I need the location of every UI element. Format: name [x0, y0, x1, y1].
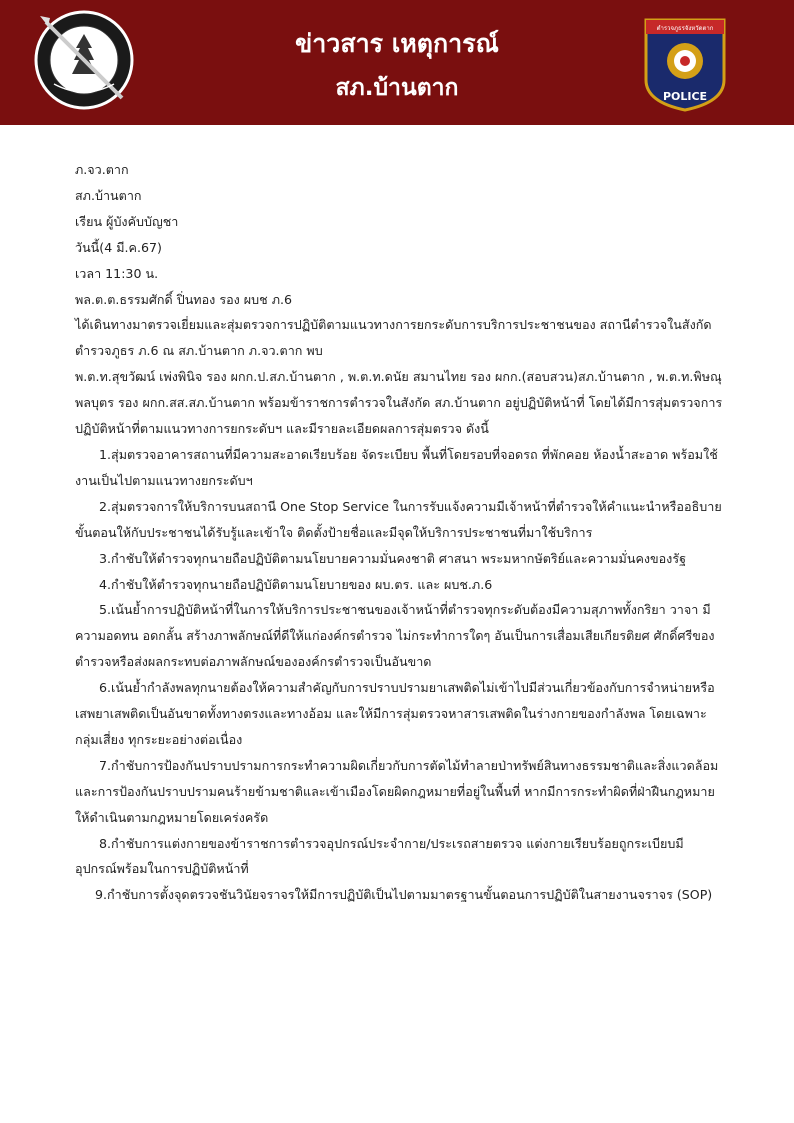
letter-line: เรียน ผู้บังคับบัญชา	[75, 213, 179, 229]
header-title: ข่าวสาร เหตุการณ์	[295, 29, 499, 58]
letter-line: เวลา 11:30 น.	[75, 265, 159, 281]
letter-paragraph: ได้เดินทางมาตรวจเยี่ยมและสุ่มตรวจการปฏิบัติตามแนวทางการยกระดับการบริการประชาชนของ สถานีตำรวจในสังกัด ตำรวจภูธร ภ.6 ณ สภ.บ้านตาก ภ.จว.ตาก พบ	[75, 317, 712, 359]
header-banner	[0, 0, 794, 125]
letter-item: 2.สุ่มตรวจการให้บริการบนสถานี One Stop Service ในการรับแจ้งความมีเจ้าหน้าที่ตำรวจให้คำแนะนำหรืออธิบายขั้นตอนให้กับประชาชนได้รับรู้และเข้าใจ ติดตั้งป้ายชื่อและมีจุดให้บริการประชาชนที่มาใช้บริการ	[75, 498, 722, 540]
letter-body	[75, 157, 725, 908]
badge-police-label: POLICE	[662, 90, 708, 103]
letter-paragraph: พ.ต.ท.สุขวัฒน์ เพ่งพินิจ รอง ผกก.ป.สภ.บ้านตาก , พ.ต.ท.ดนัย สมานไทย รอง ผกก.(สอบสวน)สภ.บ้านตาก , พ.ต.ท.พิษณุ พลบุตร รอง ผกก.สส.สภ.บ้านตาก พร้อมข้าราชการตำรวจในสังกัด สภ.บ้านตาก อยู่ปฏิบัติหน้าที่ โดยได้มีการสุ่มตรวจการปฏิบัติหน้าที่ตามแนวทางการยกระดับฯ และมีรายละเอียดผลการสุ่มตรวจ ดังนี้	[75, 369, 723, 437]
letter-item: 6.เน้นย้ำกำลังพลทุกนายต้องให้ความสำคัญกับการปราบปรามยาเสพติดไม่เข้าไปมีส่วนเกี่ยวข้องกับการจำหน่ายหรือเสพยาเสพติดเป็นอันขาดทั้งทางตรงและทางอ้อม และให้มีการสุ่มตรวจหาสารเสพติดในร่างกายของกำลังพล โดยเฉพาะกลุ่มเสี่ยง ทุกระยะอย่างต่อเนื่อง	[75, 680, 715, 747]
letter-line: สภ.บ้านตาก	[75, 187, 142, 203]
police-badge-icon	[640, 14, 730, 114]
letter-item: 5.เน้นย้ำการปฏิบัติหน้าที่ในการให้บริการประชาชนของเจ้าหน้าที่ตำรวจทุกระดับต้องมีความสุภาพทั้งกริยา วาจา มีความอดทน อดกลั้น สร้างภาพลักษณ์ที่ดีให้แก่องค์กรตำรวจ ไม่กระทำการใดๆ อันเป็นการเสื่อมเสียเกียรติยศ ศักดิ์ศรีของตำรวจหรือส่งผลกระทบต่อภาพลักษณ์ขององค์กรตำรวจเป็นอันขาด	[75, 602, 715, 670]
letter-line: วันนี้(4 มี.ค.67)	[75, 239, 162, 255]
letter-item: 4.กำชับให้ตำรวจทุกนายถือปฏิบัติตามนโยบายของ ผบ.ตร. และ ผบช.ภ.6	[99, 576, 493, 592]
letter-item: 7.กำชับการป้องกันปราบปรามการกระทำความผิดเกี่ยวกับการตัดไม้ทำลายป่าทรัพย์สินทางธรรมชาติและสิ่งแวดล้อมและการป้องกันปราบปรามคนร้ายข้ามชาติและเข้าเมืองโดยผิดกฎหมายที่อยู่ในพื้นที่ หากมีการกระทำผิดที่ฝ่าฝืนกฎหมายให้ดำเนินตามกฎหมายโดยเคร่งครัด	[75, 757, 719, 825]
badge-top-label: ตำรวจภูธรจังหวัดตาก	[656, 25, 714, 32]
letter-item: 8.กำชับการแต่งกายของข้าราชการตำรวจอุปกรณ์ประจำกาย/ประเรถสายตรวจ แต่งกายเรียบร้อยถูกระเบียบมีอุปกรณ์พร้อมในการปฏิบัติหน้าที่	[75, 835, 684, 877]
letter-line: พล.ต.ต.ธรรมศักดิ์ ปิ่นทอง รอง ผบช ภ.6	[75, 291, 293, 307]
letter-item: 1.สุ่มตรวจอาคารสถานที่มีความสะอาดเรียบร้อย จัดระเบียบ พื้นที่โดยรอบที่จอดรถ ที่พักคอย ห้องน้ำสะอาด พร้อมใช้งานเป็นไปตามแนวทางยกระดับฯ	[75, 446, 718, 488]
header-subtitle: สภ.บ้านตาก	[335, 75, 459, 101]
letter-item: 3.กำชับให้ตำรวจทุกนายถือปฏิบัติตามนโยบายความมั่นคงชาติ ศาสนา พระมหากษัตริย์และความมั่นคงของรัฐ	[99, 550, 687, 566]
letter-line: ภ.จว.ตาก	[75, 162, 129, 177]
letter-item: 9.กำชับการตั้งจุดตรวจชันวินัยจราจรให้มีการปฏิบัติเป็นไปตามมาตรฐานขั้นตอนการปฏิบัติในสายงานจราจร (SOP)	[95, 887, 713, 903]
